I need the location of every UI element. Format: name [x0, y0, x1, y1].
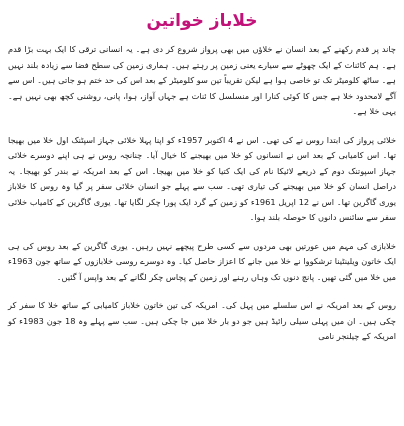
paragraph-1: چاند پر قدم رکھنے کے بعد انسان نے خلاؤں میں بھی پرواز شروع کر دی ہے۔ یہ انسانی ترقی کا ایک بہت بڑا قدم ہے۔ ہم کائنات کے ایک چھوٹے سے سیارے یعنی زمین پر رہتے ہیں۔ ہماری زمین کی سطح فضا سے زیادہ بلند نہیں ہے۔ ساٹھ کلومیٹر تک تو خاصی ہوا ہے لیکن تقریباً تین سو کلومیٹر کے بعد اس کی حد ختم ہو جاتی ہیں۔ اس سے آگے لامحدود خلا ہے جس کا کوئی کنارا اور منسلسل کا ئنات ہے جہاں آواز، ہوا، پانی، روشنی کچھ بھی نہیں ہے۔ یہی خلا ہے۔ [8, 44, 396, 116]
paragraph-2: خلائی پرواز کی ابتدا روس نے کی تھی۔ اس نے 4 اکتوبر 1957ء کو اپنا پہلا خلائی جہاز اسپٹنک اول خلا میں بھیجا تھا۔ اس کامیابی کے بعد اس نے انسانوں کو خلا میں بھیجنے کا خیال آیا۔ چنانچہ روس نے ہی اپنے دوسرے خلائی جہاز اسپوتنک دوم کے ذریعے لائیکا نام کی ایک کتیا کو خلا میں بھیجا۔ اس کے بعد امریکہ نے بندر کو بھیجا۔ یہ دراصل انسان کو خلا میں بھیجنے کی تیاری تھی۔ سب سے پہلے جو انسان خلائی سفر پر گیا وہ روس کا خلاباز یوری گاگرین تھا۔ اس نے 12 اپریل 1961ء کو زمین کے گرد ایک پورا چکر لگایا تھا۔ یوری گاگرین کے کامیاب خلائی سفر سے سائنس دانوں کا حوصلہ بلند ہوا۔ [8, 134, 396, 222]
article-body [8, 42, 396, 345]
paragraph-3: خلابازی کی مہم میں عورتیں بھی مردوں سے کسی طرح پیچھے نہیں رہیں۔ یوری گاگرین کے بعد روس کی ہی ایک خاتون ویلینٹینا ترشکووا نے خلا میں جانے کا اعزاز حاصل کیا۔ وہ دوسرے روسی خلابازوں کے ساتھ جون 1963ء میں خلا میں گئی تھیں۔ پانچ دنوں تک وہاں رہنے اور زمین کے پچاس چکر لگانے کے بعد واپس آ گئیں۔ [8, 240, 396, 282]
paragraph-4: روس کے بعد امریکہ نے اس سلسلے میں پہل کی۔ امریکہ کی تین خاتون خلاباز کامیابی کے ساتھ خلا کا سفر کر چکی ہیں۔ ان میں پہلی سیلی رائیڈ ہیں جو دو بار خلا میں جا چکی ہیں۔ سب سے پہلے وہ 18 جون 1983ء کو امریکہ کے چیلنجر نامی [8, 300, 396, 341]
article-title: خلاباز خواتین [146, 11, 258, 31]
